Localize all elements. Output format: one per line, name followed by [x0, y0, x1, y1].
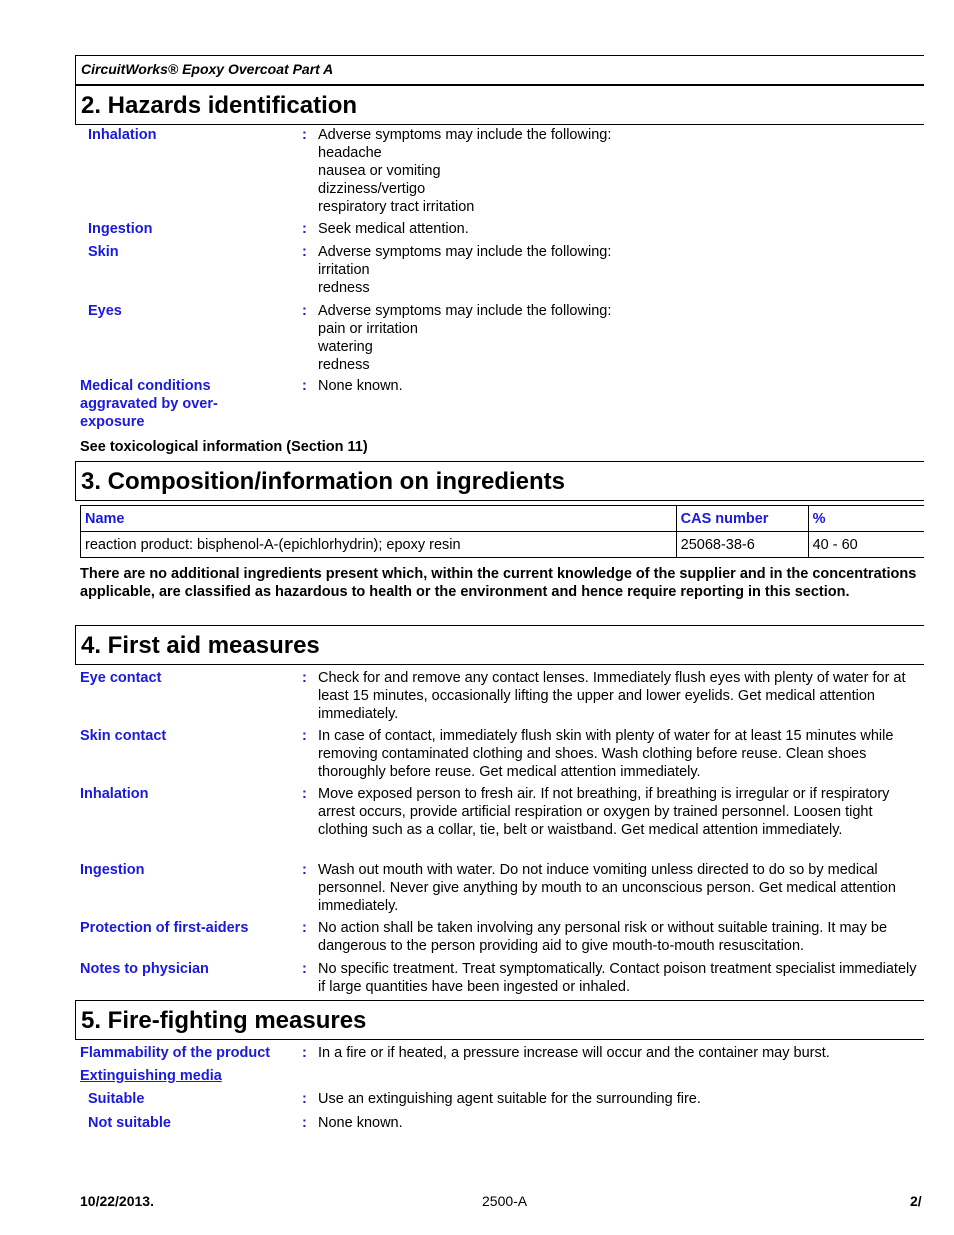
column-header-name: Name: [81, 506, 677, 532]
label-protection-first-aiders: Protection of first-aiders: [80, 920, 249, 936]
label-ingestion-first-aid: Ingestion: [80, 862, 145, 878]
ingredients-table: [80, 505, 924, 558]
section-2-header: [75, 85, 924, 125]
section-5-title: 5. Fire-fighting measures: [81, 1007, 367, 1034]
colon: :: [302, 221, 307, 237]
label-inhalation-first-aid: Inhalation: [80, 786, 149, 802]
value-inhalation-first-aid: Move exposed person to fresh air. If not breathing, if breathing is irregular or if respiratory arrest occurs, provide artificial respiration or oxygen by trained personnel. Loosen tight clothing such as a collar, tie, belt or waistband. Get medical attention immediately.: [318, 786, 890, 838]
ingredient-cas: 25068-38-6: [676, 532, 808, 558]
value-ingestion-first-aid: Wash out mouth with water. Do not induce vomiting unless directed to do so by medical personnel. Never give anything by mouth to an unconscious person. Get medical attention immediately.: [318, 862, 896, 914]
ingredient-percent: 40 - 60: [808, 532, 924, 558]
section-3-title: 3. Composition/information on ingredients: [81, 468, 565, 495]
value-protection-first-aiders: No action shall be taken involving any personal risk or without suitable training. It may be dangerous to the person providing aid to give mouth-to-mouth resuscitation.: [318, 920, 888, 954]
colon: :: [302, 670, 307, 686]
section-5-header: [75, 1000, 924, 1040]
label-medical-conditions: Medical conditions aggravated by over-exposure: [80, 378, 218, 430]
section-4-title: 4. First aid measures: [81, 632, 320, 659]
value-eyes: Adverse symptoms may include the following: pain or irritation watering redness: [318, 303, 612, 373]
document-header: [75, 55, 924, 85]
colon: :: [302, 127, 307, 143]
colon: :: [302, 920, 307, 936]
value-flammability: In a fire or if heated, a pressure increase will occur and the container may burst.: [318, 1045, 830, 1061]
value-eye-contact: Check for and remove any contact lenses. Immediately flush eyes with plenty of water for at least 15 minutes, occasionally lifting the upper and lower eyelids. Get medical attention immediately.: [318, 670, 906, 722]
label-eye-contact: Eye contact: [80, 670, 162, 686]
column-header-percent: %: [808, 506, 924, 532]
value-not-suitable: None known.: [318, 1115, 403, 1131]
value-ingestion: Seek medical attention.: [318, 221, 469, 237]
value-notes-to-physician: No specific treatment. Treat symptomatically. Contact poison treatment specialist immediately if large quantities have been ingested or inhaled.: [318, 961, 917, 995]
colon: :: [302, 786, 307, 802]
colon: :: [302, 303, 307, 319]
value-inhalation: Adverse symptoms may include the following: headache nausea or vomiting dizziness/vertigo respiratory tract irritation: [318, 127, 612, 215]
label-skin: Skin: [88, 244, 119, 260]
colon: :: [302, 378, 307, 394]
colon: :: [302, 728, 307, 744]
value-medical-conditions: None known.: [318, 378, 403, 394]
colon: :: [302, 1115, 307, 1131]
footer-date: 10/22/2013.: [80, 1193, 154, 1209]
label-eyes: Eyes: [88, 303, 122, 319]
label-flammability: Flammability of the product: [80, 1045, 271, 1061]
table-header-row: [81, 506, 925, 532]
column-header-cas: CAS number: [676, 506, 808, 532]
label-suitable: Suitable: [88, 1091, 145, 1107]
colon: :: [302, 244, 307, 260]
colon: :: [302, 1091, 307, 1107]
ingredient-name: reaction product: bisphenol-A-(epichlorhydrin); epoxy resin: [81, 532, 677, 558]
product-name: CircuitWorks® Epoxy Overcoat Part A: [81, 61, 334, 77]
table-row: [81, 532, 925, 558]
colon: :: [302, 1045, 307, 1061]
label-notes-to-physician: Notes to physician: [80, 961, 209, 977]
label-extinguishing-media: Extinguishing media: [80, 1068, 222, 1084]
section-4-header: [75, 625, 924, 665]
section-2-title: 2. Hazards identification: [81, 92, 358, 119]
composition-note: There are no additional ingredients present which, within the current knowledge of the supplier and in the concentrations applicable, are classified as hazardous to health or the environment and hence require reporting in this section.: [80, 566, 917, 600]
label-ingestion: Ingestion: [88, 221, 153, 237]
value-suitable: Use an extinguishing agent suitable for the surrounding fire.: [318, 1091, 701, 1107]
section-3-header: [75, 461, 924, 501]
label-inhalation: Inhalation: [88, 127, 157, 143]
colon: :: [302, 961, 307, 977]
value-skin-contact: In case of contact, immediately flush skin with plenty of water for at least 15 minutes while removing contaminated clothing and shoes. Wash clothing before reuse. Clean shoes thoroughly before reuse. Get medical attention immediately.: [318, 728, 894, 780]
label-not-suitable: Not suitable: [88, 1115, 171, 1131]
footer-code: 2500-A: [482, 1193, 528, 1209]
toxicological-note: See toxicological information (Section 11): [80, 439, 368, 455]
value-skin: Adverse symptoms may include the following: irritation redness: [318, 244, 612, 296]
footer-page-number: 2/: [910, 1193, 922, 1209]
label-skin-contact: Skin contact: [80, 728, 167, 744]
colon: :: [302, 862, 307, 878]
